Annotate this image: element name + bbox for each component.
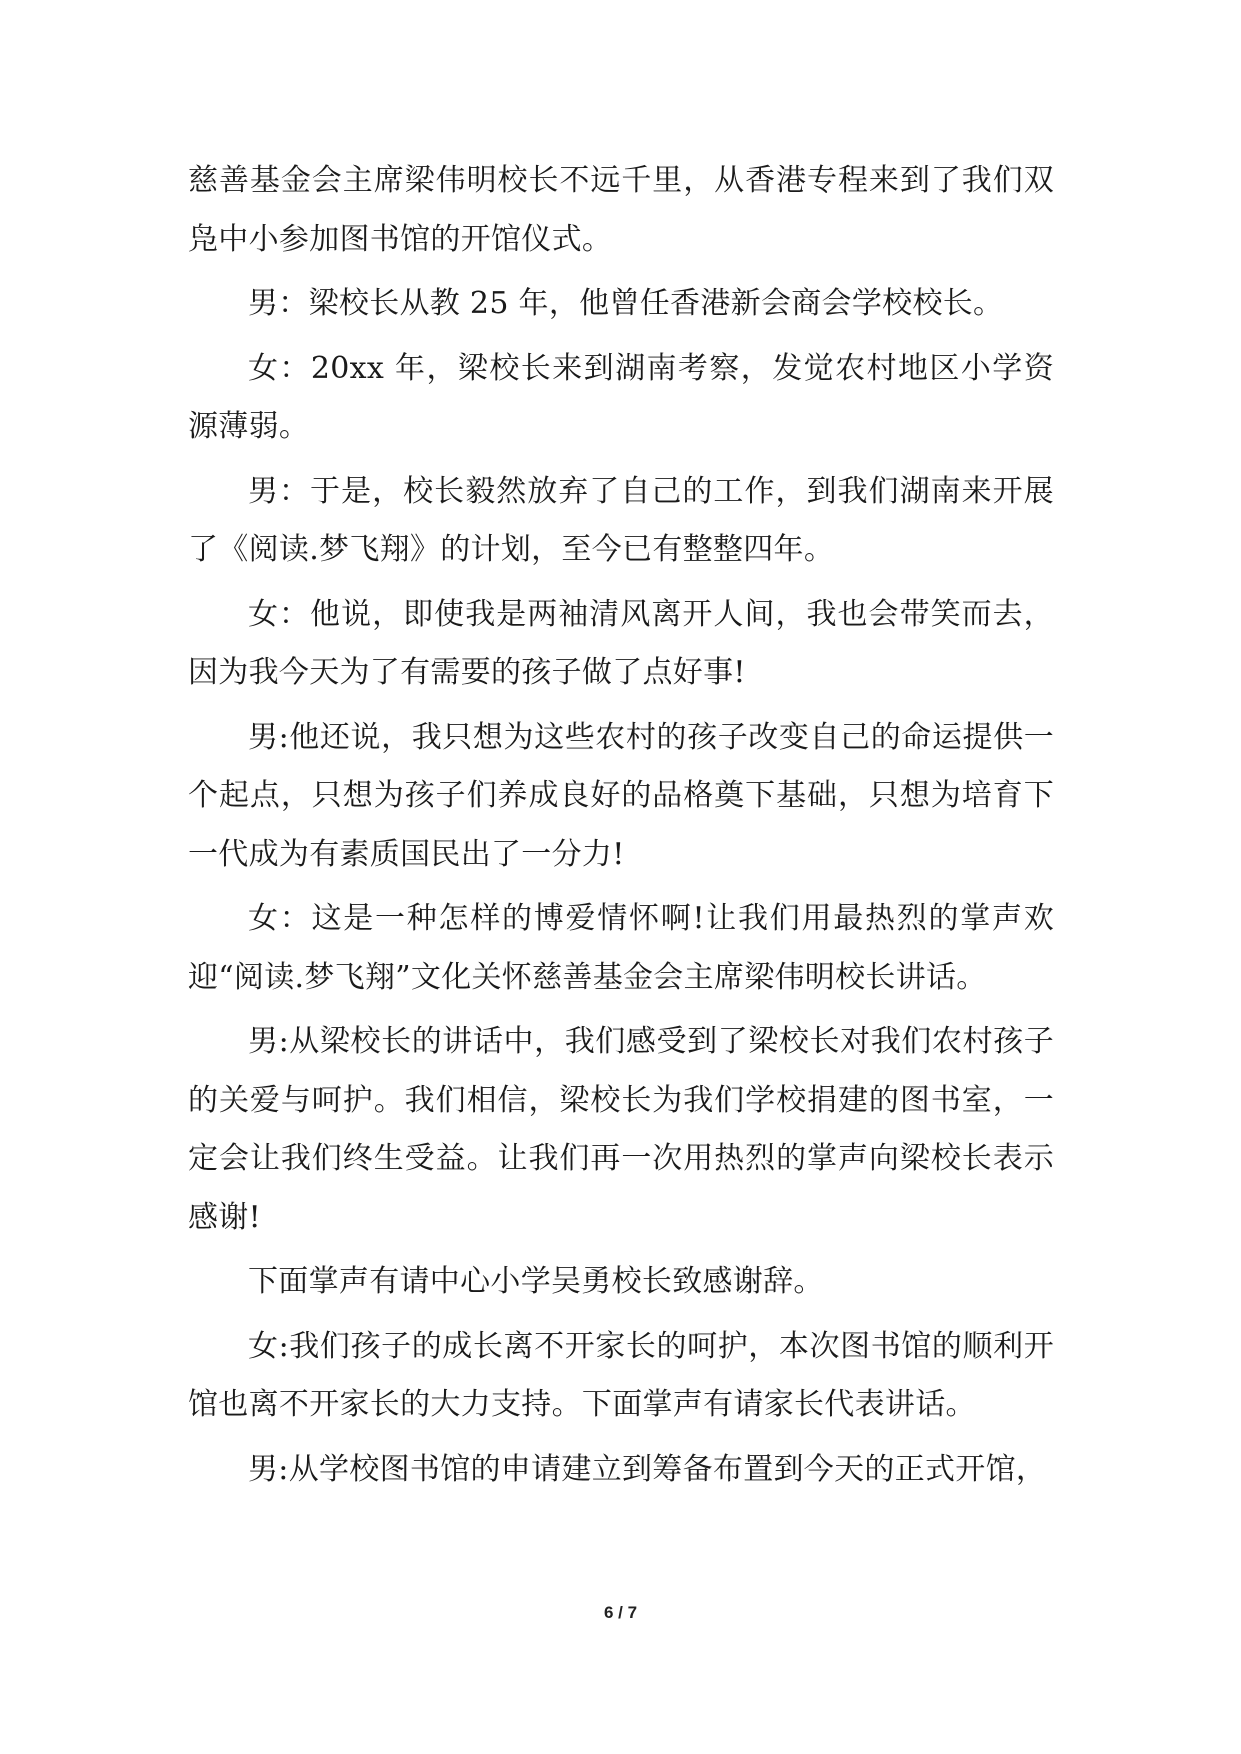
paragraph-7: 女：这是一种怎样的博爱情怀啊!让我们用最热烈的掌声欢迎“阅读.梦飞翔”文化关怀慈善基金会主席梁伟明校长讲话。 — [188, 901, 1054, 995]
paragraph-11: 男:从学校图书馆的申请建立到筹备布置到今天的正式开馆， — [248, 1451, 1047, 1487]
paragraph-2: 男：梁校长从教 25 年，他曾任香港新会商会学校校长。 — [248, 286, 1004, 321]
paragraph-10: 女:我们孩子的成长离不开家长的呵护，本次图书馆的顺利开馆也离不开家长的大力支持。下面掌声有请家长代表讲话。 — [188, 1328, 1054, 1422]
document-body — [188, 152, 1054, 1505]
paragraph-4: 男：于是，校长毅然放弃了自己的工作，到我们湖南来开展了《阅读.梦飞翔》的计划，至今已有整整四年。 — [188, 473, 1054, 567]
paragraph-8: 男:从梁校长的讲话中，我们感受到了梁校长对我们农村孩子的关爱与呵护。我们相信，梁校长为我们学校捐建的图书室，一定会让我们终生受益。让我们再一次用热烈的掌声向梁校长表示感谢! — [188, 1024, 1054, 1235]
paragraph-5: 女：他说，即使我是两袖清风离开人间，我也会带笑而去，因为我今天为了有需要的孩子做了点好事! — [188, 596, 1054, 690]
paragraph-3: 女：20xx 年，梁校长来到湖南考察，发觉农村地区小学资源薄弱。 — [188, 350, 1054, 444]
paragraph-9: 下面掌声有请中心小学吴勇校长致感谢辞。 — [248, 1264, 824, 1299]
page-number: 6 / 7 — [603, 1603, 638, 1622]
paragraph-6: 男:他还说，我只想为这些农村的孩子改变自己的命运提供一个起点，只想为孩子们养成良好的品格奠下基础，只想为培育下一代成为有素质国民出了一分力! — [188, 719, 1054, 872]
paragraph-1: 慈善基金会主席梁伟明校长不远千里，从香港专程来到了我们双凫中小参加图书馆的开馆仪式。 — [188, 163, 1054, 257]
